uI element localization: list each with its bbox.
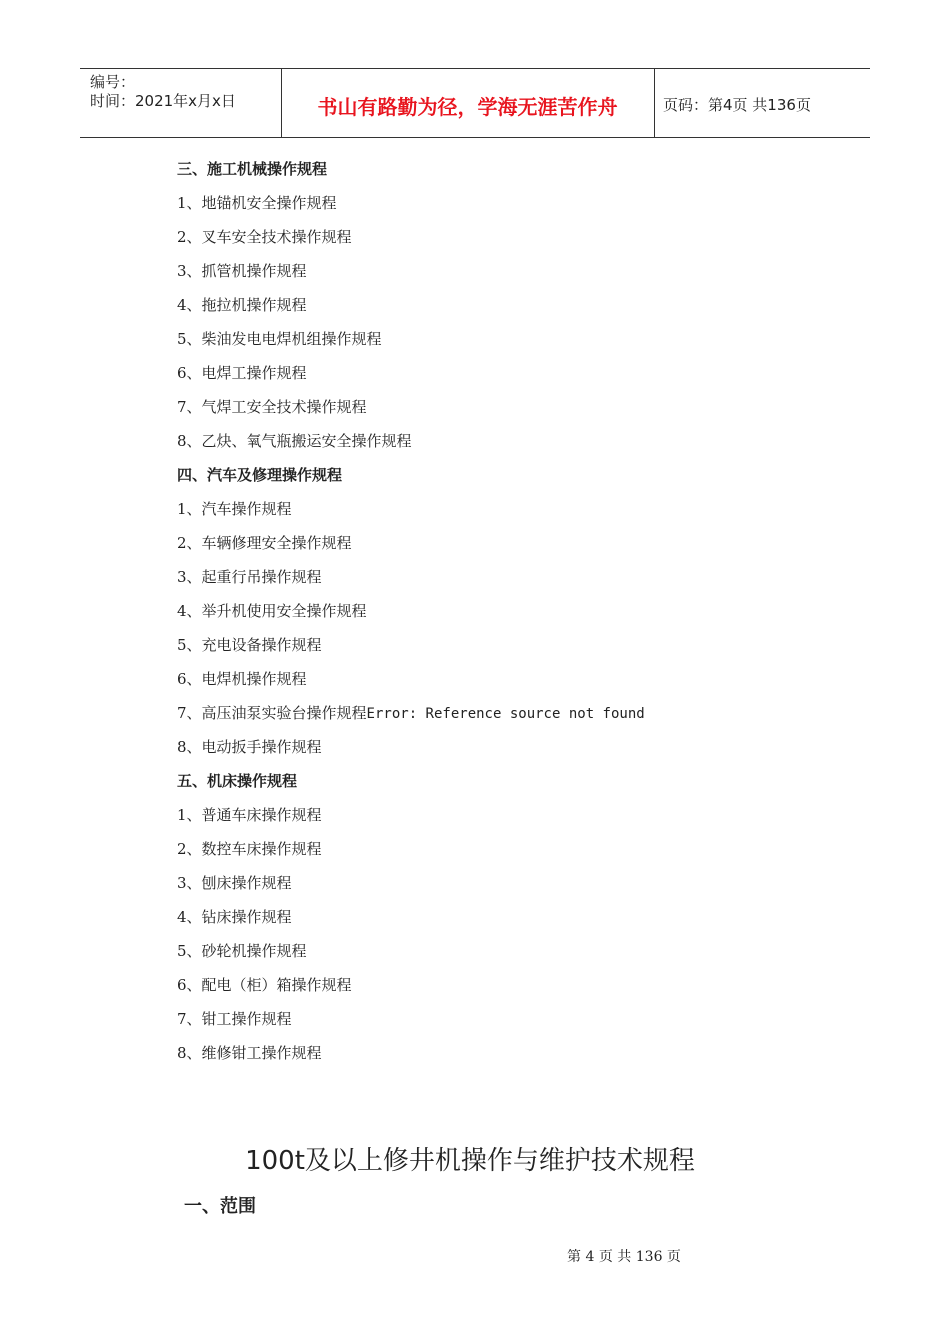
- header-id-cell: [80, 69, 282, 137]
- toc-item: [177, 294, 307, 316]
- toc-item-text: 2、车辆修理安全操作规程: [177, 534, 352, 552]
- toc-item: [177, 566, 322, 588]
- toc-item: [177, 838, 322, 860]
- toc-item-text: 7、气焊工安全技术操作规程: [177, 398, 367, 416]
- document-number-label: 编号：: [90, 73, 136, 91]
- toc-item-text: 2、叉车安全技术操作规程: [177, 228, 352, 246]
- toc-item: [177, 702, 645, 724]
- toc-item-text: 8、电动扳手操作规程: [177, 738, 322, 756]
- toc-item-text: 5、充电设备操作规程: [177, 636, 322, 654]
- document-date-label: 时间：2021年x月x日: [90, 92, 236, 110]
- toc-item-text: 6、电焊机操作规程: [177, 670, 307, 688]
- toc-item: [177, 600, 367, 622]
- toc-section-text: 三、施工机械操作规程: [177, 160, 328, 178]
- toc-section-text: 五、机床操作规程: [177, 772, 298, 790]
- toc-item: [177, 226, 352, 248]
- toc-section-heading: [177, 770, 297, 792]
- toc-item-text: 6、配电（柜）箱操作规程: [177, 976, 352, 994]
- toc-item-text: 5、砂轮机操作规程: [177, 942, 307, 960]
- header-page-number: 页码：第4页 共136页: [663, 96, 811, 114]
- toc-item-text: 1、汽车操作规程: [177, 500, 292, 518]
- toc-item-text: 8、维修钳工操作规程: [177, 1044, 322, 1062]
- header-page-cell: [655, 69, 870, 137]
- toc-item-text: 1、普通车床操作规程: [177, 806, 322, 824]
- toc-item: [177, 328, 382, 350]
- header-motto: 书山有路勤为径，学海无涯苦作舟: [317, 95, 618, 119]
- toc-item: [177, 532, 352, 554]
- toc-section-heading: [177, 464, 342, 486]
- toc-item: [177, 1008, 292, 1030]
- toc-item: [177, 634, 322, 656]
- toc-item-text: 1、地锚机安全操作规程: [177, 194, 337, 212]
- toc-item: [177, 940, 307, 962]
- toc-item: [177, 974, 352, 996]
- toc-item-text: 7、钳工操作规程: [177, 1010, 292, 1028]
- toc-item-text: 8、乙炔、氧气瓶搬运安全操作规程: [177, 432, 412, 450]
- toc-item-text: 3、抓管机操作规程: [177, 262, 307, 280]
- toc-item: [177, 736, 322, 758]
- toc-item: [177, 498, 292, 520]
- toc-item-text: 3、起重行吊操作规程: [177, 568, 322, 586]
- toc-item: [177, 906, 292, 928]
- toc-item: [177, 396, 367, 418]
- reference-error-text: Error: Reference source not found: [366, 706, 645, 722]
- header-motto-cell: [281, 69, 655, 137]
- toc-item-text: 3、刨床操作规程: [177, 874, 292, 892]
- toc-item-text: 4、钻床操作规程: [177, 908, 292, 926]
- toc-item: [177, 260, 307, 282]
- toc-item-text: 5、柴油发电电焊机组操作规程: [177, 330, 382, 348]
- toc-item: [177, 430, 412, 452]
- toc-item: [177, 1042, 322, 1064]
- toc-item: [177, 872, 292, 894]
- page-header-table: [80, 68, 870, 138]
- toc-item: [177, 804, 322, 826]
- toc-item-text: 7、高压油泵实验台操作规程: [177, 704, 367, 722]
- toc-item: [177, 362, 307, 384]
- toc-item-text: 4、拖拉机操作规程: [177, 296, 307, 314]
- toc-section-text: 四、汽车及修理操作规程: [177, 466, 343, 484]
- toc-item: [177, 668, 307, 690]
- toc-item-text: 6、电焊工操作规程: [177, 364, 307, 382]
- document-title: 100t及以上修井机操作与维护技术规程: [245, 1146, 695, 1176]
- toc-item: [177, 192, 337, 214]
- section-heading-scope: 一、范围: [184, 1196, 256, 1217]
- page-footer: 第 4 页 共 136 页: [567, 1249, 681, 1265]
- toc-item-text: 2、数控车床操作规程: [177, 840, 322, 858]
- toc-item-text: 4、举升机使用安全操作规程: [177, 602, 367, 620]
- toc-section-heading: [177, 158, 327, 180]
